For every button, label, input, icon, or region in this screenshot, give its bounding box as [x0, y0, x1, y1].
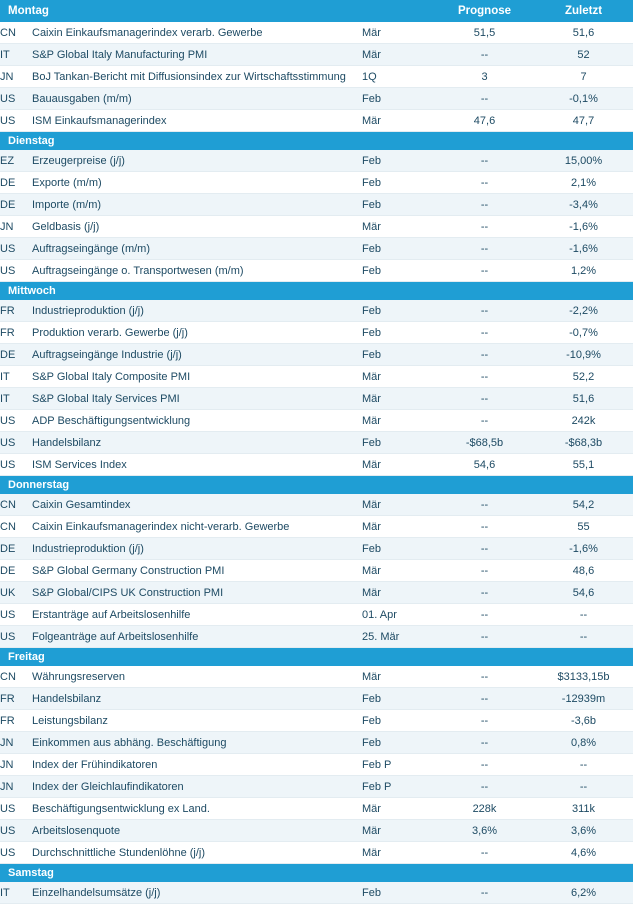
last-value: 311k [534, 798, 633, 820]
last-value: 7 [534, 66, 633, 88]
period-label: Feb P [362, 754, 435, 776]
last-column-header: Zuletzt [534, 0, 633, 22]
country-code: IT [0, 366, 32, 388]
last-value: 55 [534, 516, 633, 538]
day-section-filler [362, 282, 435, 301]
forecast-value: -- [435, 776, 534, 798]
last-value: -- [534, 776, 633, 798]
last-value: -12939m [534, 688, 633, 710]
last-value: -3,6b [534, 710, 633, 732]
period-label: Mär [362, 666, 435, 688]
table-row[interactable] [0, 666, 633, 688]
day-section-row [0, 864, 633, 883]
event-name: S&P Global Germany Construction PMI [32, 560, 362, 582]
event-name: Durchschnittliche Stundenlöhne (j/j) [32, 842, 362, 864]
forecast-value: 47,6 [435, 110, 534, 132]
country-code: DE [0, 344, 32, 366]
event-name: Erstanträge auf Arbeitslosenhilfe [32, 604, 362, 626]
forecast-value: -- [435, 150, 534, 172]
period-label: Feb [362, 710, 435, 732]
forecast-value: -- [435, 732, 534, 754]
event-name: Währungsreserven [32, 666, 362, 688]
day-section-filler [534, 864, 633, 883]
event-name: Auftragseingänge (m/m) [32, 238, 362, 260]
event-name: Auftragseingänge Industrie (j/j) [32, 344, 362, 366]
event-name: S&P Global Italy Composite PMI [32, 366, 362, 388]
day-section-label: Freitag [0, 648, 362, 667]
last-value: 242k [534, 410, 633, 432]
event-name: Index der Frühindikatoren [32, 754, 362, 776]
period-label: Mär [362, 494, 435, 516]
country-code: US [0, 820, 32, 842]
table-row[interactable] [0, 560, 633, 582]
day-section-label: Samstag [0, 864, 362, 883]
event-name: Handelsbilanz [32, 688, 362, 710]
forecast-value: -- [435, 538, 534, 560]
period-label: Mär [362, 820, 435, 842]
day-section-filler [362, 648, 435, 667]
event-name: Industrieproduktion (j/j) [32, 300, 362, 322]
forecast-value: -- [435, 216, 534, 238]
forecast-value: -- [435, 516, 534, 538]
last-value: -1,6% [534, 538, 633, 560]
table-row[interactable] [0, 366, 633, 388]
period-label: Mär [362, 388, 435, 410]
forecast-value: -- [435, 260, 534, 282]
forecast-value: -- [435, 194, 534, 216]
day-header-label: Montag [0, 0, 435, 22]
forecast-value: 3 [435, 66, 534, 88]
last-value: -- [534, 754, 633, 776]
country-code: IT [0, 44, 32, 66]
table-row[interactable] [0, 344, 633, 366]
last-value: 48,6 [534, 560, 633, 582]
forecast-value: -- [435, 322, 534, 344]
forecast-value: 54,6 [435, 454, 534, 476]
day-section-filler [534, 132, 633, 151]
period-label: Feb P [362, 776, 435, 798]
last-value: 54,2 [534, 494, 633, 516]
country-code: FR [0, 322, 32, 344]
last-value: -3,4% [534, 194, 633, 216]
event-name: Industrieproduktion (j/j) [32, 538, 362, 560]
day-section-filler [435, 282, 534, 301]
table-row[interactable] [0, 798, 633, 820]
table-row[interactable] [0, 820, 633, 842]
last-value: 1,2% [534, 260, 633, 282]
table-row[interactable] [0, 88, 633, 110]
day-section-filler [534, 282, 633, 301]
day-section-row [0, 282, 633, 301]
country-code: FR [0, 688, 32, 710]
day-section-row [0, 648, 633, 667]
event-name: Leistungsbilanz [32, 710, 362, 732]
event-name: Bauausgaben (m/m) [32, 88, 362, 110]
country-code: EZ [0, 150, 32, 172]
day-section-row [0, 132, 633, 151]
forecast-value: -- [435, 626, 534, 648]
event-name: Index der Gleichlaufindikatoren [32, 776, 362, 798]
country-code: JN [0, 754, 32, 776]
period-label: Mär [362, 582, 435, 604]
forecast-value: -- [435, 710, 534, 732]
country-code: US [0, 110, 32, 132]
table-row[interactable] [0, 216, 633, 238]
forecast-value: 228k [435, 798, 534, 820]
event-name: Einkommen aus abhäng. Beschäftigung [32, 732, 362, 754]
country-code: FR [0, 710, 32, 732]
table-row[interactable] [0, 842, 633, 864]
period-label: Mär [362, 454, 435, 476]
country-code: CN [0, 494, 32, 516]
table-row[interactable] [0, 516, 633, 538]
forecast-value: -- [435, 88, 534, 110]
last-value: 54,6 [534, 582, 633, 604]
forecast-value: -- [435, 666, 534, 688]
country-code: CN [0, 666, 32, 688]
forecast-value: -- [435, 582, 534, 604]
event-name: Geldbasis (j/j) [32, 216, 362, 238]
table-row[interactable] [0, 110, 633, 132]
period-label: Feb [362, 432, 435, 454]
forecast-value: 3,6% [435, 820, 534, 842]
country-code: US [0, 410, 32, 432]
last-value: -$68,3b [534, 432, 633, 454]
event-name: ISM Einkaufsmanagerindex [32, 110, 362, 132]
country-code: JN [0, 66, 32, 88]
forecast-column-header: Prognose [435, 0, 534, 22]
table-row[interactable] [0, 388, 633, 410]
event-name: Caixin Einkaufsmanagerindex nicht-verarb. Gewerbe [32, 516, 362, 538]
country-code: CN [0, 516, 32, 538]
day-section-row [0, 476, 633, 495]
last-value: 51,6 [534, 388, 633, 410]
country-code: US [0, 238, 32, 260]
event-name: Auftragseingänge o. Transportwesen (m/m) [32, 260, 362, 282]
table-row[interactable] [0, 194, 633, 216]
forecast-value: -- [435, 494, 534, 516]
event-name: S&P Global Italy Services PMI [32, 388, 362, 410]
day-section-filler [435, 648, 534, 667]
period-label: Mär [362, 216, 435, 238]
table-row[interactable] [0, 172, 633, 194]
table-row[interactable] [0, 300, 633, 322]
period-label: Feb [362, 88, 435, 110]
forecast-value: -- [435, 300, 534, 322]
last-value: -1,6% [534, 238, 633, 260]
forecast-value: -- [435, 172, 534, 194]
period-label: Feb [362, 322, 435, 344]
table-row[interactable] [0, 410, 633, 432]
day-section-filler [534, 648, 633, 667]
last-value: -2,2% [534, 300, 633, 322]
country-code: JN [0, 776, 32, 798]
event-name: Erzeugerpreise (j/j) [32, 150, 362, 172]
table-header-row [0, 0, 633, 22]
event-name: S&P Global/CIPS UK Construction PMI [32, 582, 362, 604]
last-value: 52 [534, 44, 633, 66]
event-name: ADP Beschäftigungsentwicklung [32, 410, 362, 432]
period-label: Mär [362, 516, 435, 538]
last-value: 15,00% [534, 150, 633, 172]
forecast-value: -- [435, 842, 534, 864]
table-row[interactable] [0, 260, 633, 282]
country-code: UK [0, 582, 32, 604]
period-label: Mär [362, 798, 435, 820]
last-value: -0,7% [534, 322, 633, 344]
last-value: 0,8% [534, 732, 633, 754]
forecast-value: -- [435, 560, 534, 582]
period-label: Mär [362, 560, 435, 582]
day-section-filler [362, 864, 435, 883]
table-row[interactable] [0, 626, 633, 648]
country-code: IT [0, 882, 32, 904]
table-row[interactable] [0, 22, 633, 44]
event-name: Caixin Gesamtindex [32, 494, 362, 516]
day-section-filler [435, 132, 534, 151]
period-label: Feb [362, 172, 435, 194]
day-section-filler [435, 476, 534, 495]
country-code: JN [0, 732, 32, 754]
forecast-value: -- [435, 754, 534, 776]
period-label: Mär [362, 44, 435, 66]
country-code: US [0, 798, 32, 820]
forecast-value: -- [435, 344, 534, 366]
event-name: BoJ Tankan-Bericht mit Diffusionsindex zur Wirtschaftsstimmung [32, 66, 362, 88]
table-row[interactable] [0, 322, 633, 344]
last-value: $3133,15b [534, 666, 633, 688]
table-row[interactable] [0, 494, 633, 516]
forecast-value: -- [435, 44, 534, 66]
country-code: DE [0, 538, 32, 560]
period-label: Feb [362, 194, 435, 216]
country-code: CN [0, 22, 32, 44]
event-name: Exporte (m/m) [32, 172, 362, 194]
table-row[interactable] [0, 688, 633, 710]
last-value: -0,1% [534, 88, 633, 110]
country-code: JN [0, 216, 32, 238]
period-label: Feb [362, 732, 435, 754]
country-code: US [0, 88, 32, 110]
country-code: FR [0, 300, 32, 322]
period-label: Mär [362, 410, 435, 432]
table-row[interactable] [0, 238, 633, 260]
country-code: IT [0, 388, 32, 410]
last-value: 2,1% [534, 172, 633, 194]
country-code: US [0, 454, 32, 476]
period-label: 25. Mär [362, 626, 435, 648]
forecast-value: -- [435, 388, 534, 410]
event-name: Importe (m/m) [32, 194, 362, 216]
country-code: US [0, 842, 32, 864]
last-value: -10,9% [534, 344, 633, 366]
table-row[interactable] [0, 882, 633, 904]
period-label: Feb [362, 300, 435, 322]
day-section-filler [362, 132, 435, 151]
table-row[interactable] [0, 454, 633, 476]
forecast-value: -- [435, 238, 534, 260]
table-row[interactable] [0, 66, 633, 88]
table-row[interactable] [0, 604, 633, 626]
event-name: Folgeanträge auf Arbeitslosenhilfe [32, 626, 362, 648]
last-value: -- [534, 626, 633, 648]
last-value: 47,7 [534, 110, 633, 132]
period-label: Feb [362, 260, 435, 282]
event-name: Arbeitslosenquote [32, 820, 362, 842]
last-value: -1,6% [534, 216, 633, 238]
period-label: Feb [362, 150, 435, 172]
period-label: Mär [362, 22, 435, 44]
table-row[interactable] [0, 732, 633, 754]
last-value: 55,1 [534, 454, 633, 476]
last-value: 6,2% [534, 882, 633, 904]
table-row[interactable] [0, 44, 633, 66]
forecast-value: -- [435, 882, 534, 904]
forecast-value: -- [435, 410, 534, 432]
country-code: DE [0, 194, 32, 216]
period-label: Feb [362, 538, 435, 560]
event-name: Einzelhandelsumsätze (j/j) [32, 882, 362, 904]
event-name: Beschäftigungsentwicklung ex Land. [32, 798, 362, 820]
day-section-label: Donnerstag [0, 476, 362, 495]
table-row[interactable] [0, 432, 633, 454]
event-name: Produktion verarb. Gewerbe (j/j) [32, 322, 362, 344]
forecast-value: -- [435, 688, 534, 710]
last-value: 3,6% [534, 820, 633, 842]
country-code: DE [0, 560, 32, 582]
table-row[interactable] [0, 754, 633, 776]
last-value: -- [534, 604, 633, 626]
period-label: Feb [362, 238, 435, 260]
last-value: 4,6% [534, 842, 633, 864]
forecast-value: -$68,5b [435, 432, 534, 454]
period-label: Feb [362, 688, 435, 710]
period-label: Mär [362, 110, 435, 132]
table-row[interactable] [0, 776, 633, 798]
event-name: ISM Services Index [32, 454, 362, 476]
period-label: 01. Apr [362, 604, 435, 626]
day-section-label: Dienstag [0, 132, 362, 151]
last-value: 52,2 [534, 366, 633, 388]
event-name: Caixin Einkaufsmanagerindex verarb. Gewerbe [32, 22, 362, 44]
event-name: Handelsbilanz [32, 432, 362, 454]
period-label: Mär [362, 366, 435, 388]
table-row[interactable] [0, 710, 633, 732]
table-row[interactable] [0, 538, 633, 560]
table-row[interactable] [0, 582, 633, 604]
day-section-filler [534, 476, 633, 495]
table-row[interactable] [0, 150, 633, 172]
forecast-value: 51,5 [435, 22, 534, 44]
country-code: US [0, 604, 32, 626]
day-section-label: Mittwoch [0, 282, 362, 301]
forecast-value: -- [435, 604, 534, 626]
last-value: 51,6 [534, 22, 633, 44]
event-name: S&P Global Italy Manufacturing PMI [32, 44, 362, 66]
country-code: US [0, 260, 32, 282]
period-label: Feb [362, 344, 435, 366]
country-code: US [0, 626, 32, 648]
forecast-value: -- [435, 366, 534, 388]
day-section-filler [362, 476, 435, 495]
day-section-filler [435, 864, 534, 883]
period-label: Feb [362, 882, 435, 904]
period-label: 1Q [362, 66, 435, 88]
period-label: Mär [362, 842, 435, 864]
country-code: US [0, 432, 32, 454]
country-code: DE [0, 172, 32, 194]
